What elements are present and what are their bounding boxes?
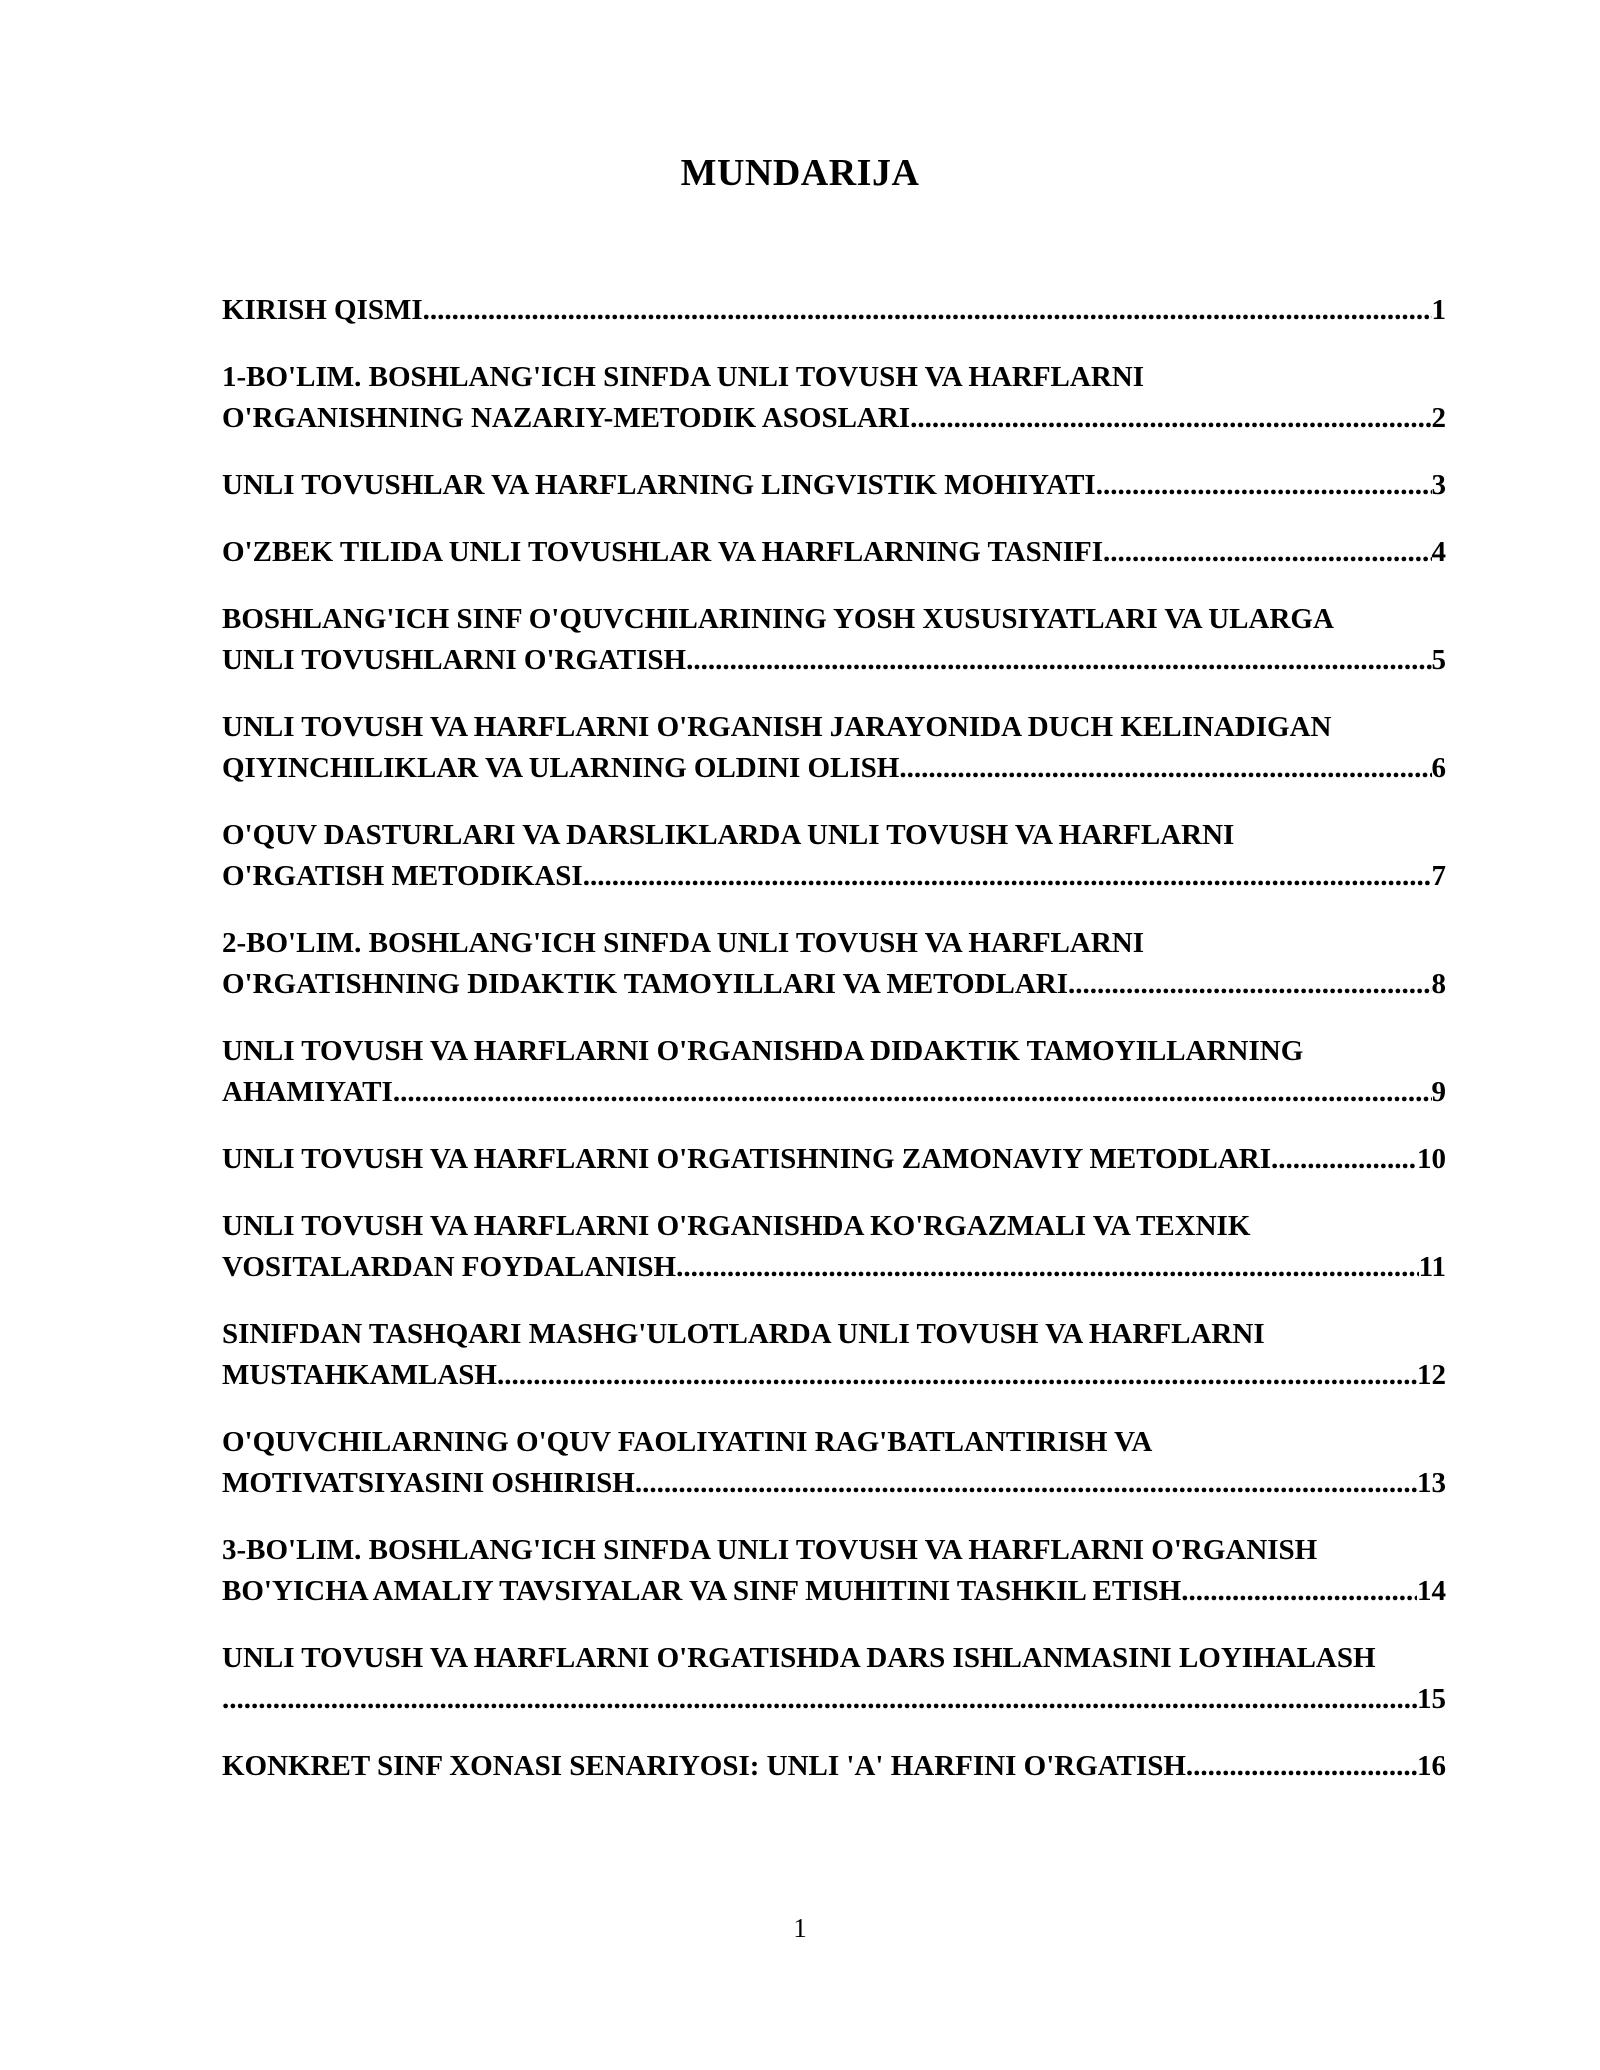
- toc-entry-title-line: VOSITALARDAN FOYDALANISH: [222, 1251, 677, 1283]
- toc-entry-leader-row: [222, 964, 1446, 1005]
- toc-entry-leader-row: [222, 1571, 1446, 1612]
- toc-entry-title-line: AHAMIYATI: [222, 1076, 393, 1108]
- toc-entry-title-line: MOTIVATSIYASINI OSHIRISH: [222, 1467, 635, 1499]
- toc-entry-title-line: O'ZBEK TILIDA UNLI TOVUSHLAR VA HARFLARNING TASNIFI: [222, 536, 1103, 568]
- toc-entry-leader-row: [222, 465, 1446, 506]
- toc-entry-leader-row: [222, 1746, 1446, 1787]
- toc-page-number: 7: [1431, 860, 1446, 892]
- toc-entry-title-line: 1-BO'LIM. BOSHLANG'ICH SINFDA UNLI TOVUSH VA HARFLARNI: [222, 361, 1145, 393]
- toc-entry[interactable]: [222, 1139, 1446, 1180]
- toc-dot-leader: [910, 398, 1431, 439]
- toc-entry-title-line: BO'YICHA AMALIY TAVSIYALAR VA SINF MUHITINI TASHKIL ETISH: [222, 1575, 1182, 1607]
- toc-entry[interactable]: [222, 1206, 1446, 1288]
- table-of-contents: [222, 290, 1446, 1813]
- toc-entry-title-line: UNLI TOVUSH VA HARFLARNI O'RGATISHNING ZAMONAVIY METODLARI: [222, 1143, 1272, 1175]
- toc-entry-title-line: MUSTAHKAMLASH: [222, 1359, 497, 1391]
- toc-entry-title-line: UNLI TOVUSHLARNI O'RGATISH: [222, 644, 687, 676]
- toc-entry-title-line: 2-BO'LIM. BOSHLANG'ICH SINFDA UNLI TOVUSH VA HARFLARNI: [222, 927, 1145, 959]
- toc-page-number: 13: [1417, 1467, 1446, 1499]
- toc-page-number: 10: [1417, 1143, 1446, 1175]
- toc-dot-leader: [899, 748, 1431, 789]
- toc-page-number: 12: [1417, 1359, 1446, 1391]
- toc-entry-leader-row: [222, 1072, 1446, 1113]
- toc-page-number: 3: [1431, 469, 1446, 501]
- toc-entry[interactable]: [222, 357, 1446, 439]
- toc-dot-leader: [1068, 964, 1432, 1005]
- toc-entry-title-line: UNLI TOVUSH VA HARFLARNI O'RGANISHDA DIDAKTIK TAMOYILLARNING: [222, 1035, 1304, 1067]
- toc-dot-leader: [222, 1679, 1417, 1720]
- toc-entry[interactable]: [222, 1422, 1446, 1504]
- toc-entry-leader-row: [222, 856, 1446, 897]
- toc-entry-title-line: KIRISH QISMI: [222, 294, 423, 326]
- toc-page-number: 8: [1431, 968, 1446, 1000]
- toc-entry-title-line: UNLI TOVUSH VA HARFLARNI O'RGANISH JARAYONIDA DUCH KELINADIGAN: [222, 711, 1332, 743]
- toc-entry-title-line: QIYINCHILIKLAR VA ULARNING OLDINI OLISH: [222, 752, 900, 784]
- toc-page-number: 5: [1431, 644, 1446, 676]
- toc-entry-leader-row: [222, 1355, 1446, 1396]
- toc-entry[interactable]: [222, 599, 1446, 681]
- toc-page-number: 11: [1418, 1251, 1446, 1283]
- toc-page-number: 14: [1417, 1575, 1446, 1607]
- toc-entry-title-line: UNLI TOVUSH VA HARFLARNI O'RGANISHDA KO'RGAZMALI VA TEXNIK: [222, 1210, 1251, 1242]
- toc-entry-leader-row: [222, 1247, 1446, 1288]
- toc-entry-title-line: O'RGATISHNING DIDAKTIK TAMOYILLARI VA METODLARI: [222, 968, 1068, 1000]
- toc-dot-leader: [393, 1072, 1432, 1113]
- toc-entry[interactable]: [222, 815, 1446, 897]
- toc-entry-leader-row: [222, 532, 1446, 573]
- page-number: 1: [793, 1913, 807, 1943]
- toc-entry-title-line: O'QUVCHILARNING O'QUV FAOLIYATINI RAG'BATLANTIRISH VA: [222, 1426, 1153, 1458]
- toc-entry-title-line: SINIFDAN TASHQARI MASHG'ULOTLARDA UNLI TOVUSH VA HARFLARNI: [222, 1318, 1265, 1350]
- toc-entry[interactable]: [222, 532, 1446, 573]
- toc-entry-title-line: O'RGANISHNING NAZARIY-METODIK ASOSLARI: [222, 402, 911, 434]
- toc-entry-title-line: UNLI TOVUSHLAR VA HARFLARNING LINGVISTIK MOHIYATI: [222, 469, 1096, 501]
- toc-dot-leader: [686, 640, 1431, 681]
- toc-entry[interactable]: [222, 465, 1446, 506]
- toc-page-number: 6: [1431, 752, 1446, 784]
- toc-dot-leader: [497, 1355, 1417, 1396]
- toc-entry-leader-row: [222, 290, 1446, 331]
- toc-dot-leader: [676, 1247, 1419, 1288]
- toc-dot-leader: [583, 856, 1432, 897]
- toc-entry[interactable]: [222, 1031, 1446, 1113]
- page-title: MUNDARIJA: [680, 152, 920, 194]
- toc-entry[interactable]: [222, 1530, 1446, 1612]
- toc-entry-title-line: O'QUV DASTURLARI VA DARSLIKLARDA UNLI TOVUSH VA HARFLARNI: [222, 819, 1235, 851]
- toc-page-number: 1: [1431, 294, 1446, 326]
- toc-entry-leader-row: [222, 1463, 1446, 1504]
- toc-entry-leader-row: [222, 1139, 1446, 1180]
- toc-entry[interactable]: [222, 1638, 1446, 1720]
- toc-dot-leader: [423, 290, 1432, 331]
- toc-entry[interactable]: [222, 1314, 1446, 1396]
- toc-entry-title-line: BOSHLANG'ICH SINF O'QUVCHILARINING YOSH XUSUSIYATLARI VA ULARGA: [222, 603, 1334, 635]
- toc-entry[interactable]: [222, 1746, 1446, 1787]
- toc-page-number: 4: [1431, 536, 1446, 568]
- toc-entry-leader-row: [222, 1679, 1446, 1720]
- toc-entry-title-line: 3-BO'LIM. BOSHLANG'ICH SINFDA UNLI TOVUSH VA HARFLARNI O'RGANISH: [222, 1534, 1318, 1566]
- toc-entry-title-line: UNLI TOVUSH VA HARFLARNI O'RGATISHDA DARS ISHLANMASINI LOYIHALASH: [222, 1642, 1376, 1674]
- toc-dot-leader: [1186, 1746, 1417, 1787]
- toc-entry-title-line: KONKRET SINF XONASI SENARIYOSI: UNLI 'A' HARFINI O'RGATISH: [222, 1750, 1186, 1782]
- toc-dot-leader: [1271, 1139, 1417, 1180]
- toc-entry-leader-row: [222, 398, 1446, 439]
- toc-entry-leader-row: [222, 748, 1446, 789]
- toc-entry[interactable]: [222, 923, 1446, 1005]
- toc-page-number: 2: [1431, 402, 1446, 434]
- toc-page-number: 16: [1417, 1750, 1446, 1782]
- toc-page-number: 9: [1431, 1076, 1446, 1108]
- toc-dot-leader: [635, 1463, 1417, 1504]
- toc-dot-leader: [1103, 532, 1432, 573]
- toc-entry-title-line: O'RGATISH METODIKASI: [222, 860, 583, 892]
- toc-dot-leader: [1096, 465, 1432, 506]
- toc-entry-leader-row: [222, 640, 1446, 681]
- toc-entry[interactable]: [222, 707, 1446, 789]
- toc-entry[interactable]: [222, 290, 1446, 331]
- toc-page-number: 15: [1417, 1683, 1446, 1715]
- toc-dot-leader: [1181, 1571, 1417, 1612]
